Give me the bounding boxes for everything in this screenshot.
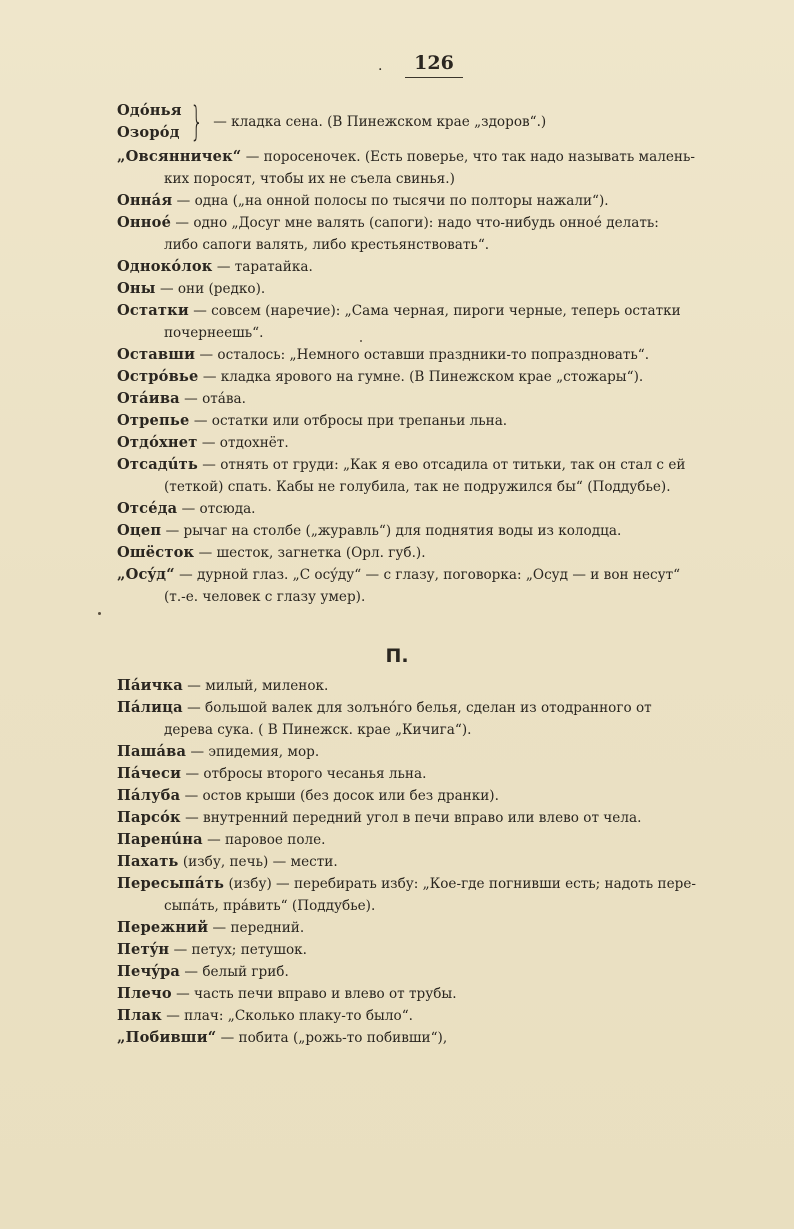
dictionary-entry <box>117 763 737 785</box>
definition: — шесток, загнетка (Орл. губ.). <box>194 545 426 561</box>
section-heading: П. <box>385 645 409 667</box>
definition: — отдохнёт. <box>197 435 289 451</box>
headword: „Осýд“ <box>117 566 175 583</box>
definition: — рычаг на столбе („журавль“) для поднятия воды из колодца. <box>161 523 622 539</box>
headword: Пáлуба <box>117 787 181 804</box>
dictionary-entry <box>117 873 737 917</box>
headword: Онноé <box>117 214 172 231</box>
dictionary-entry <box>117 807 737 829</box>
dictionary-entry <box>117 675 737 697</box>
headword: Оны <box>117 280 156 297</box>
definition: — остатки или отбросы при трепаньи льна. <box>189 413 508 429</box>
definition: — остов крыши (без досок или без дранки). <box>180 788 499 804</box>
definition-continuation: (теткой) спать. Кабы не голубила, так не подружился бы“ (Поддубье). <box>164 479 671 495</box>
headword: Оцеп <box>117 522 162 539</box>
dictionary-entry <box>117 344 737 366</box>
definition: — одна („на онной полосы по тысячи по полторы нажали“). <box>172 193 609 209</box>
headword: Парсóк <box>117 809 181 826</box>
definition: — плач: „Сколько плаку-то было“. <box>161 1008 413 1024</box>
dictionary-entry <box>117 432 737 454</box>
dictionary-entry <box>117 454 737 498</box>
dictionary-entry <box>117 498 737 520</box>
headword: Оставши <box>117 346 196 363</box>
definition: — милый, миленок. <box>182 678 329 694</box>
definition: — отáва. <box>179 391 246 407</box>
dictionary-entry <box>117 741 737 763</box>
page-number: 126 <box>405 52 463 78</box>
dictionary-entry <box>117 300 737 344</box>
dictionary-entry <box>117 961 737 983</box>
dictionary-entry <box>117 785 737 807</box>
dictionary-entry <box>117 564 737 608</box>
headword: Пахать <box>117 853 179 870</box>
headword: Ошёсток <box>117 544 195 561</box>
headword: Пáлица <box>117 699 183 716</box>
dictionary-entry <box>117 190 737 212</box>
headword: Острóвье <box>117 368 199 385</box>
definition-continuation: дерева сука. ( В Пинежск. крае „Кичига“). <box>164 722 472 738</box>
paper-speck <box>98 612 101 615</box>
dictionary-entry <box>117 917 737 939</box>
definition: — внутренний передний угол в печи вправо или влево от чела. <box>180 810 642 826</box>
definition-continuation: сыпáть, прáвить“ (Поддубье). <box>164 898 376 914</box>
definition-continuation: (т.-е. человек с глазу умер). <box>164 589 366 605</box>
definition: — часть печи вправо и влево от трубы. <box>171 986 457 1002</box>
headword: Отáива <box>117 390 180 407</box>
headword: Отсéда <box>117 500 178 517</box>
dictionary-entry <box>117 1005 737 1027</box>
definition: — большой валек для золънóго белья, сделан из отодранного от <box>182 700 652 716</box>
dictionary-entry <box>117 697 737 741</box>
definition: — передний. <box>208 920 305 936</box>
definition: — дурной глаз. „С осýду“ — с глазу, поговорка: „Осуд — и вон несут“ <box>174 567 681 583</box>
headword: Плечо <box>117 985 172 1002</box>
definition: — побита („рожь-то побивши“), <box>216 1030 448 1046</box>
dictionary-entry <box>117 212 737 256</box>
definition: — отнять от груди: „Как я ево отсадила от титьки, так он стал с ей <box>197 457 686 473</box>
dictionary-entry <box>117 829 737 851</box>
headword: Пережний <box>117 919 209 936</box>
headword: Пáчеси <box>117 765 182 782</box>
definition: — совсем (наречие): „Сама черная, пироги черные, теперь остатки <box>188 303 681 319</box>
definition: — петух; петушок. <box>169 942 307 958</box>
entries-section-p <box>117 675 737 1049</box>
definition: — кладка ярового на гумне. (В Пинежском крае „стожары“). <box>198 369 644 385</box>
dictionary-entry <box>117 366 737 388</box>
dictionary-entry <box>117 542 737 564</box>
dictionary-entry <box>117 939 737 961</box>
paper-speck <box>360 340 362 342</box>
definition: (избу, печь) — мести. <box>178 854 338 870</box>
headword: Паренúна <box>117 831 203 848</box>
headword: Плак <box>117 1007 162 1024</box>
dictionary-entry <box>117 1027 737 1049</box>
definition: — таратайка. <box>212 259 313 275</box>
definition: — отбросы второго чесанья льна. <box>181 766 427 782</box>
definition-continuation: либо сапоги валять, либо крестьянствовать“. <box>164 237 490 253</box>
definition: — одно „Досуг мне валять (сапоги): надо что-нибудь онноé делать: <box>171 215 659 231</box>
definition: — отсюда. <box>177 501 256 517</box>
definition: — паровое поле. <box>202 832 326 848</box>
headword: Отрепье <box>117 412 190 429</box>
brace: } <box>190 99 203 145</box>
definition: — осталось: „Немного оставши праздники-то попраздновать“. <box>195 347 650 363</box>
definition: — поросеночек. (Есть поверье, что так надо называть малень- <box>241 149 695 165</box>
headword: Пашáва <box>117 743 187 760</box>
headword: Одóнья <box>117 102 182 119</box>
headword: Пáичка <box>117 677 183 694</box>
headword: „Побивши“ <box>117 1029 217 1046</box>
definition-continuation: почернеешь“. <box>164 325 264 341</box>
headword: Озорóд <box>117 124 180 141</box>
dictionary-entry <box>117 410 737 432</box>
entries-section-o <box>117 100 737 608</box>
definition: — они (редко). <box>155 281 266 297</box>
definition: — белый гриб. <box>180 964 289 980</box>
page-mark: . <box>378 58 383 74</box>
dictionary-entry <box>117 851 737 873</box>
headword: Отсадúть <box>117 456 198 473</box>
headword: Остатки <box>117 302 189 319</box>
headword: Отдóхнет <box>117 434 198 451</box>
dictionary-entry <box>117 146 737 190</box>
headword: Пересыпáть <box>117 875 225 892</box>
dictionary-entry <box>117 388 737 410</box>
definition-continuation: ких поросят, чтобы их не съела свинья.) <box>164 171 455 187</box>
definition: — эпидемия, мор. <box>186 744 320 760</box>
headword: Петýн <box>117 941 170 958</box>
headword: „Овсянничек“ <box>117 148 242 165</box>
dictionary-entry <box>117 520 737 542</box>
dictionary-entry <box>117 983 737 1005</box>
dictionary-entry <box>117 256 737 278</box>
headword: Печýра <box>117 963 181 980</box>
definition: (избу) — перебирать избу: „Кое-где погнивши есть; надоть пере- <box>224 876 696 892</box>
headword: Оннáя <box>117 192 173 209</box>
headword: Однокóлок <box>117 258 213 275</box>
dictionary-entry <box>117 278 737 300</box>
definition: — кладка сена. (В Пинежском крае „здоров“.) <box>213 114 547 130</box>
pair-entry <box>117 100 737 144</box>
